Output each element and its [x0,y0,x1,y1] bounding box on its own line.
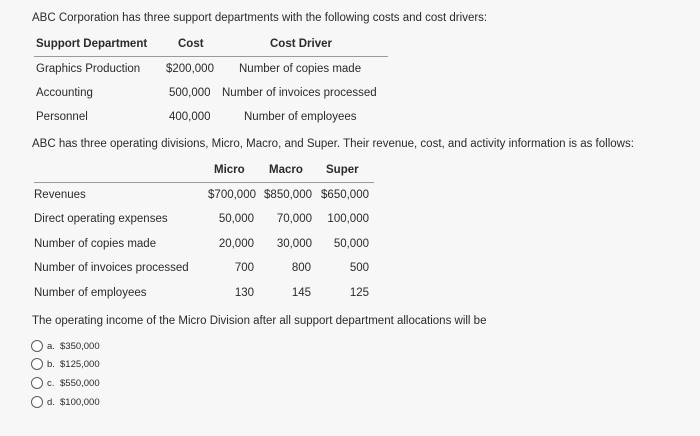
division-cell-macro: 70,000 [276,213,312,225]
option-radio[interactable] [31,396,43,408]
divisions-intro-text: ABC has three operating divisions, Micro, Macro, and Super. Their revenue, cost, and activity information is as follows: [32,138,634,150]
option-radio[interactable] [31,377,43,389]
division-header-super: Super [326,164,359,176]
support-row-cost: 500,000 [169,87,211,99]
intro-text: ABC Corporation has three support departments with the following costs and cost drivers: [32,12,488,24]
divisions-header-rule [34,182,374,183]
support-row-cost: 400,000 [169,111,211,123]
support-header-cost: Cost [178,38,204,50]
option-text[interactable]: $100,000 [60,397,100,408]
division-row-label: Number of copies made [34,238,157,250]
division-cell-super: 50,000 [333,238,369,250]
division-cell-macro: $850,000 [264,189,312,201]
support-row-department: Accounting [36,87,93,99]
option-radio[interactable] [31,340,43,352]
division-cell-super: 500 [349,262,369,274]
option-text[interactable]: $550,000 [60,378,100,389]
division-cell-super: $650,000 [321,189,369,201]
division-cell-macro: 145 [291,287,311,299]
division-header-micro: Micro [214,164,245,176]
division-row-label: Revenues [34,189,86,201]
division-cell-super: 125 [349,287,369,299]
division-cell-micro: 130 [234,287,254,299]
division-cell-macro: 30,000 [276,238,312,250]
support-row-driver: Number of invoices processed [222,87,377,99]
option-letter: d. [47,397,55,408]
division-row-label: Number of employees [34,287,147,299]
option-radio[interactable] [31,358,43,370]
option-letter: a. [47,341,55,352]
support-row-driver: Number of copies made [239,63,362,75]
division-cell-macro: 800 [291,262,311,274]
division-cell-micro: 50,000 [218,213,254,225]
option-text[interactable]: $350,000 [60,341,100,352]
question-text: The operating income of the Micro Division after all support department allocations will be [32,315,487,327]
support-header-department: Support Department [36,38,148,50]
division-cell-micro: 20,000 [218,238,254,250]
support-row-driver: Number of employees [244,111,357,123]
division-row-label: Direct operating expenses [34,213,168,225]
option-text[interactable]: $125,000 [60,359,100,370]
support-row-department: Graphics Production [36,63,141,75]
division-header-macro: Macro [269,164,303,176]
support-row-cost: $200,000 [166,63,214,75]
division-row-label: Number of invoices processed [34,262,189,274]
support-header-driver: Cost Driver [270,38,332,50]
division-cell-super: 100,000 [327,213,369,225]
option-letter: c. [47,378,55,389]
support-row-department: Personnel [36,111,88,123]
option-letter: b. [47,359,55,370]
support-header-rule [34,56,388,57]
division-cell-micro: 700 [234,262,254,274]
division-cell-micro: $700,000 [208,189,256,201]
